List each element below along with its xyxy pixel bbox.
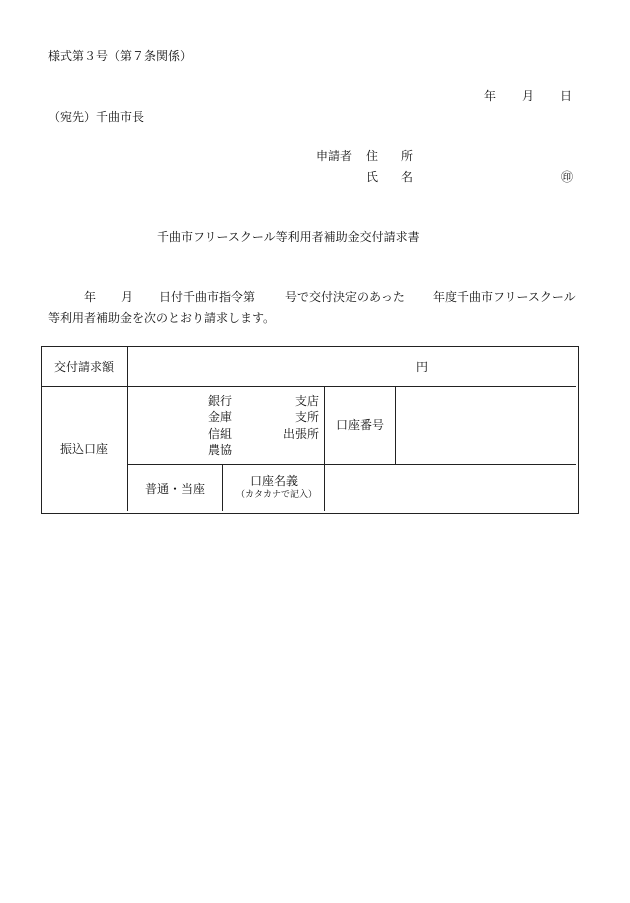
row-divider: [128, 464, 576, 465]
address-label-1: 住: [366, 149, 379, 163]
body-text-c: 年度千曲市フリースクール: [433, 290, 576, 304]
branch-type-item: 支店: [295, 394, 320, 408]
seal-mark: ㊞: [561, 170, 574, 184]
form-number: 様式第３号（第７条関係）: [48, 49, 193, 63]
addressee: （宛先）千曲市長: [48, 110, 145, 124]
body-month: 月: [121, 290, 134, 304]
account-number-label: 口座番号: [336, 418, 385, 432]
branch-type-item: 支所: [295, 410, 320, 424]
column-divider: [324, 386, 325, 511]
column-divider: [222, 464, 223, 511]
column-divider: [395, 386, 396, 464]
branch-type-item: 出張所: [283, 427, 320, 441]
amount-label: 交付請求額: [54, 360, 115, 374]
request-table: [41, 346, 579, 514]
amount-unit: 円: [416, 360, 429, 374]
bank-type-item: 信組: [208, 427, 233, 441]
row-divider: [42, 386, 576, 387]
bank-type-item: 農協: [208, 443, 233, 457]
date-month-label: 月: [522, 89, 535, 103]
name-label-2: 名: [401, 170, 414, 184]
document-title: 千曲市フリースクール等利用者補助金交付請求書: [157, 230, 420, 244]
bank-type-item: 金庫: [208, 410, 233, 424]
date-day-label: 日: [560, 89, 573, 103]
account-name-label: 口座名義: [250, 474, 299, 488]
column-divider: [127, 347, 128, 511]
body-year: 年: [84, 290, 97, 304]
name-label-1: 氏: [366, 170, 379, 184]
body-line-2: 等利用者補助金を次のとおり請求します。: [48, 311, 276, 325]
bank-type-item: 銀行: [208, 394, 233, 408]
account-type: 普通・当座: [145, 482, 206, 496]
body-text-b: 号で交付決定のあった: [285, 290, 405, 304]
transfer-account-label: 振込口座: [60, 442, 109, 456]
date-year-label: 年: [484, 89, 497, 103]
account-name-note: （カタカナで記入）: [236, 490, 318, 500]
address-label-2: 所: [401, 149, 414, 163]
body-text-a: 日付千曲市指令第: [159, 290, 256, 304]
applicant-label: 申請者: [316, 149, 353, 163]
